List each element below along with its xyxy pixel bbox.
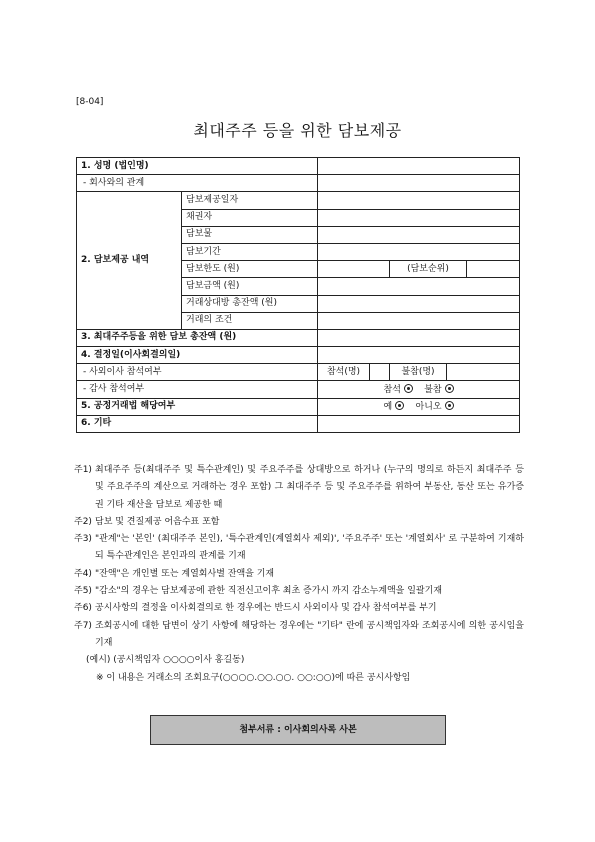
note-text: 공시사항의 결정을 이사회결의로 한 경우에는 반드시 사외이사 및 감사 참석여부를 부기: [95, 603, 437, 614]
row-fair-trade: [77, 398, 520, 415]
note-text: "잔액"은 개인별 또는 계열회사별 잔액을 기재: [95, 568, 275, 579]
row-collateral-date: [77, 192, 520, 209]
note-label: 주1): [74, 465, 92, 475]
value-collateral-amount[interactable]: [318, 278, 520, 295]
label-other: 6. 기타: [77, 415, 318, 432]
value-creditor[interactable]: [318, 209, 520, 226]
label-collateral-amount: 담보금액 (원): [182, 278, 318, 295]
row-other: [77, 415, 520, 432]
label-creditor: 채권자: [182, 209, 318, 226]
fair-trade-no-radio-icon[interactable]: [445, 401, 454, 410]
note-text: 담보 및 견질제공 어음수표 포함: [95, 516, 220, 527]
example-line: (예시) (공시책임자 ○○○○이사 홍길동): [86, 655, 245, 666]
label-collateral-rank: (담보순위): [390, 261, 467, 278]
fair-trade-no-label: 아니오: [415, 402, 442, 413]
label-collateral-section: 2. 담보제공 내역: [77, 192, 182, 330]
note-item: [74, 462, 524, 514]
label-counterparty-balance: 거래상대방 총잔액 (원): [182, 295, 318, 312]
fair-trade-yes-label: 예: [383, 402, 393, 413]
value-total-balance[interactable]: [318, 329, 520, 346]
note-label: 주7): [74, 620, 92, 631]
auditor-attend-radio-icon[interactable]: [404, 384, 413, 393]
value-counterparty-balance[interactable]: [318, 295, 520, 312]
label-collateral-limit: 담보한도 (원): [182, 261, 318, 278]
note-label: 주2): [74, 516, 92, 527]
value-collateral-period[interactable]: [318, 243, 520, 260]
label-collateral-item: 담보물: [182, 226, 318, 243]
row-name: [77, 158, 520, 175]
value-name[interactable]: [318, 158, 520, 175]
notes-section: [74, 462, 524, 687]
auditor-absent-label: 불참: [424, 385, 442, 396]
value-decision-date[interactable]: [318, 347, 520, 364]
value-other[interactable]: [318, 415, 520, 432]
label-decision-date: 4. 결정일(이사회결의일): [77, 347, 318, 364]
value-attend-count[interactable]: [370, 364, 390, 381]
page-title: 최대주주 등을 위한 담보제공: [193, 121, 402, 140]
label-auditor: - 감사 참석여부: [77, 381, 318, 398]
row-auditor: [77, 381, 520, 398]
attachment-box: 첨부서류 : 이사회의사록 사본: [150, 715, 446, 745]
form-code: [8-04]: [76, 97, 104, 107]
fair-trade-options: [318, 398, 520, 415]
label-fair-trade: 5. 공정거래법 해당여부: [77, 398, 318, 415]
note-label: 주3): [74, 534, 92, 545]
label-collateral-period: 담보기간: [182, 243, 318, 260]
note-text: 조회공시에 대한 답변이 상기 사항에 해당하는 경우에는 "기타" 란에 공시책임자와 조회공시에 의한 공시임을 기재: [95, 620, 524, 648]
label-trade-terms: 거래의 조건: [182, 312, 318, 329]
label-name: 1. 성명 (법인명): [77, 158, 318, 175]
label-relation: - 회사와의 관계: [77, 175, 318, 192]
value-collateral-rank[interactable]: [467, 261, 520, 278]
note-item: [74, 618, 524, 653]
auditor-absent-radio-icon[interactable]: [445, 384, 454, 393]
value-trade-terms[interactable]: [318, 312, 520, 329]
value-absent-count[interactable]: [447, 364, 520, 381]
auditor-attend-label: 참석: [383, 385, 401, 396]
note-label: 주4): [74, 568, 92, 579]
value-relation[interactable]: [318, 175, 520, 192]
row-total-balance: [77, 329, 520, 346]
note-text: 최대주주 등(최대주주 및 특수관계인) 및 주요주주를 상대방으로 하거나 (누구의 명의로 하든지 최대주주 등 및 주요주주의 계산으로 거래하는 경우 포함) 그 최대주주 등 및 주요주주를 위하여 부동산, 동산 또는 유가증권 기타 재산을 담보로 제공한 때: [95, 465, 524, 510]
note-label: 주6): [74, 603, 92, 614]
value-collateral-date[interactable]: [318, 192, 520, 209]
row-decision-date: [77, 347, 520, 364]
reference-note: ※ 이 내용은 거래소의 조회요구(○○○○.○○.○○. ○○:○○)에 따른 공시사항임: [96, 672, 411, 683]
fair-trade-yes-radio-icon[interactable]: [395, 401, 404, 410]
note-item: [74, 514, 524, 531]
note-text: "감소"의 경우는 담보제공에 관한 직전신고이후 최초 증가시 까지 감소누계액을 일괄기재: [95, 586, 443, 597]
note-item: [74, 600, 524, 617]
disclosure-form-table: [76, 157, 520, 433]
label-collateral-date: 담보제공일자: [182, 192, 318, 209]
note-item: [74, 531, 524, 566]
value-collateral-limit[interactable]: [318, 261, 390, 278]
value-collateral-item[interactable]: [318, 226, 520, 243]
note-text: "관계"는 '본인' (최대주주 본인), '특수관계인(계열회사 제외)', '주요주주' 또는 '계열회사' 로 구분하여 기재하되 특수관계인은 본인과의 관계를 기재: [95, 534, 524, 562]
note-item: [74, 566, 524, 583]
label-total-balance: 3. 최대주주등을 위한 담보 총잔액 (원): [77, 329, 318, 346]
row-relation: [77, 175, 520, 192]
note-label: 주5): [74, 586, 92, 597]
label-outside-director: - 사외이사 참석여부: [77, 364, 318, 381]
label-absent-count: 불참(명): [390, 364, 447, 381]
auditor-options: [318, 381, 520, 398]
label-attend-count: 참석(명): [318, 364, 370, 381]
note-item: [74, 583, 524, 600]
row-outside-director: [77, 364, 520, 381]
